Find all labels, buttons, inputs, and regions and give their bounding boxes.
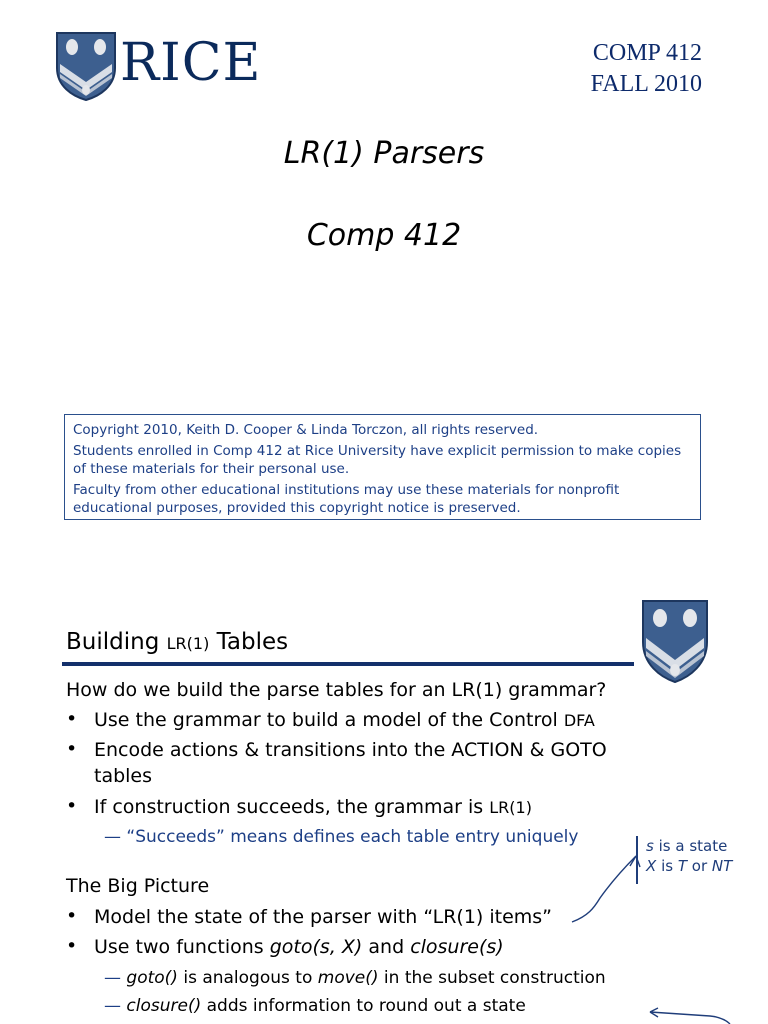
rice-shield-icon xyxy=(54,30,118,102)
annotation-arrows xyxy=(560,840,768,1024)
bullet-construction xyxy=(94,795,532,820)
course-info xyxy=(591,38,702,100)
sub-text: is analogous to xyxy=(183,968,313,988)
annotation-arrow-curve xyxy=(572,856,636,922)
annot-text: is a state xyxy=(658,837,728,855)
bullet-model-state: Model the state of the parser with “LR(1) items” xyxy=(94,906,553,928)
bullet-marker: • xyxy=(66,738,78,760)
bullet-control-dfa xyxy=(94,708,595,733)
annot-s: s xyxy=(646,837,654,855)
copyright-line: Copyright 2010, Keith D. Cooper & Linda Torczon, all rights reserved. xyxy=(73,422,539,438)
bullet-two-functions xyxy=(94,935,504,959)
course-term: FALL 2010 xyxy=(590,71,702,97)
copyright-notice xyxy=(64,414,701,520)
sub-goto xyxy=(104,966,606,990)
sub-text: in the subset construction xyxy=(383,968,606,988)
bullet-marker: • xyxy=(66,935,78,957)
sub-dash: — xyxy=(104,996,121,1016)
bullet-dfa: DFA xyxy=(563,711,595,730)
bullet-lr1: LR(1) xyxy=(489,798,532,817)
rice-wordmark: RICE xyxy=(120,33,262,93)
slide-subtitle: Comp 412 xyxy=(306,218,462,253)
bullet-text: If construction succeeds, the grammar is xyxy=(94,796,484,818)
fn-goto: goto(s, X) xyxy=(269,936,363,958)
sub-succeeds: — “Succeeds” means defines each table entry uniquely xyxy=(104,827,579,847)
slide-title: LR(1) Parsers xyxy=(283,136,485,171)
course-code: COMP 412 xyxy=(592,40,702,66)
copyright-line: Faculty from other educational institutions may use these materials for nonprofit educational purposes, provided this copyright notice is preserved. xyxy=(73,482,620,516)
fn-goto: goto() xyxy=(126,968,178,988)
bullet-encode: Encode actions & transitions into the ACTION & GOTO xyxy=(94,739,607,761)
annot-x: X xyxy=(646,857,657,875)
bullet-text: and xyxy=(368,936,405,958)
big-picture-heading: The Big Picture xyxy=(66,875,210,897)
copyright-line: Students enrolled in Comp 412 at Rice University have explicit permission to make copies of these materials for their personal use. xyxy=(73,443,682,477)
sub-dash: — xyxy=(104,968,121,988)
bullet-encode-cont: tables xyxy=(94,765,153,787)
annot-text: or xyxy=(691,857,708,875)
fn-move: move() xyxy=(317,968,379,988)
sub-text: adds information to round out a state xyxy=(206,996,526,1016)
bullet-text: Use two functions xyxy=(94,936,264,958)
slide2-heading xyxy=(66,626,288,660)
bullet-marker: • xyxy=(66,905,78,927)
annotation-arrow-lower xyxy=(650,1012,730,1024)
annot-t: T xyxy=(677,857,687,875)
fn-closure: closure(s) xyxy=(410,936,504,958)
heading-prefix: Building xyxy=(66,629,160,655)
bullet-marker: • xyxy=(66,708,78,730)
question-line: How do we build the parse tables for an LR(1) grammar? xyxy=(66,679,607,701)
annot-text: is xyxy=(661,857,674,875)
sub-closure xyxy=(104,994,526,1018)
rice-shield-icon xyxy=(640,598,710,684)
heading-suffix: Tables xyxy=(216,629,289,655)
fn-closure: closure() xyxy=(126,996,202,1016)
annot-nt: NT xyxy=(711,857,733,875)
bullet-marker: • xyxy=(66,795,78,817)
heading-lr1: LR(1) xyxy=(166,634,210,653)
heading-rule xyxy=(62,662,634,666)
bullet-text: Use the grammar to build a model of the Control xyxy=(94,709,558,731)
rice-logo xyxy=(54,28,262,104)
